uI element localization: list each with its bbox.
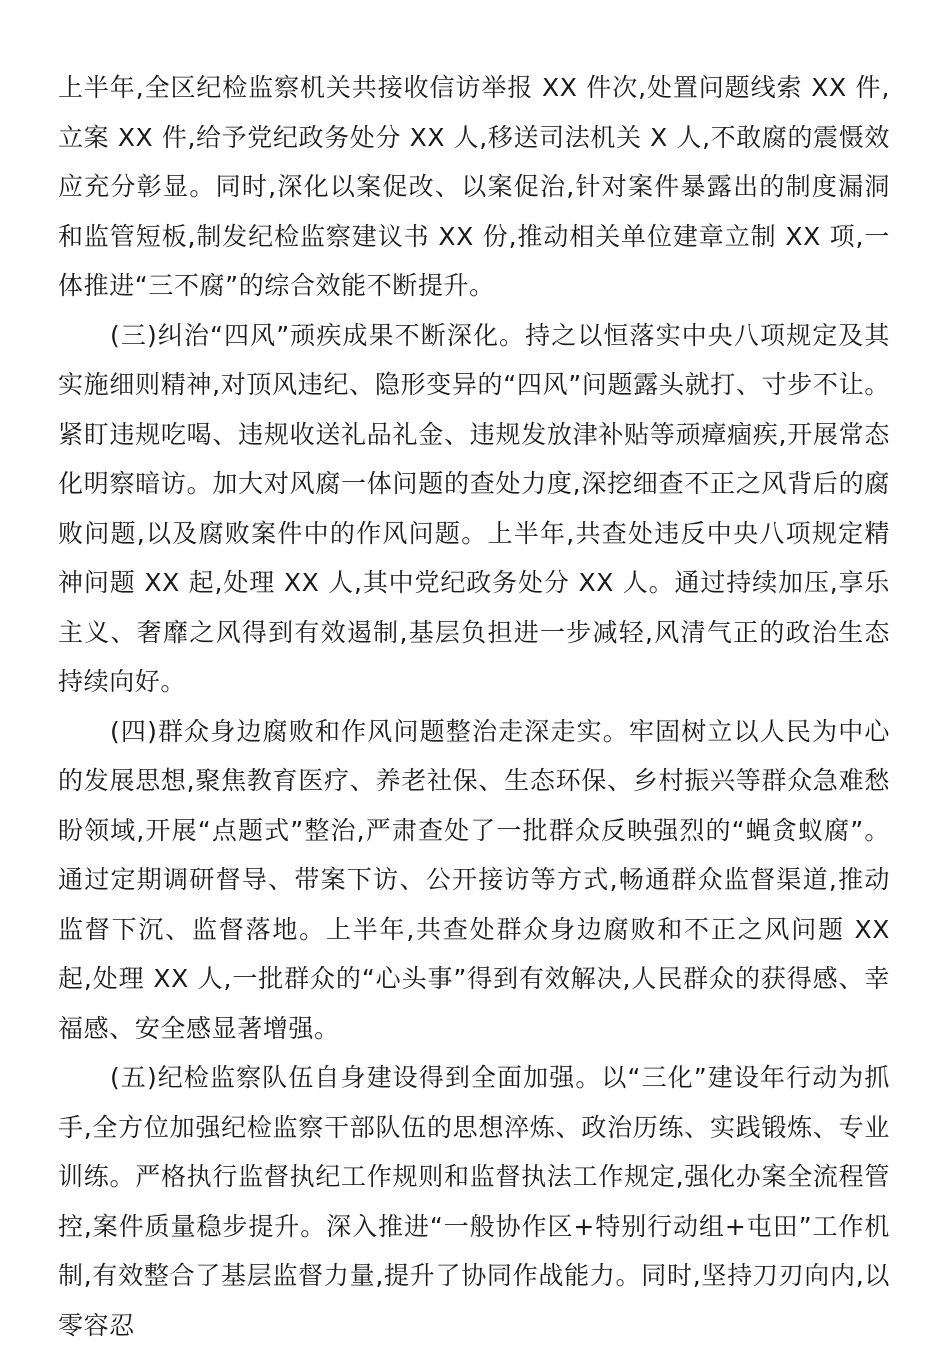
paragraph-four-winds: (三)纠治“四风”顽疾成果不断深化。持之以恒落实中央八项规定及其实施细则精神,对顶风违纪、隐形变异的“四风”问题露头就打、寸步不让。紧盯违规吃喝、违规收送礼品礼金、违规发放津补贴等顽瘴痼疾,开展常态化明察暗访。加大对风腐一体问题的查处力度,深挖细查不正之风背后的腐败问题,以及腐败案件中的作风问题。上半年,共查处违反中央八项规定精神问题 XX 起,处理 XX 人,其中党纪政务处分 XX 人。通过持续加压,享乐主义、奢靡之风得到有效遏制,基层负担进一步减轻,风清气正的政治生态持续向好。 (58, 320, 890, 696)
paragraph-team-building: (五)纪检监察队伍自身建设得到全面加强。以“三化”建设年行动为抓手,全方位加强纪检监察干部队伍的思想淬炼、政治历练、实践锻炼、专业训练。严格执行监督执纪工作规则和监督执法工作规定,强化办案全流程管控,案件质量稳步提升。深入推进“一般协作区+特别行动组+屯田”工作机制,有效整合了基层监督力量,提升了协同作战能力。同时,坚持刀刃向内,以零容忍 (58, 1063, 890, 1340)
document-page (58, 63, 890, 1350)
paragraph-case-statistics: 上半年,全区纪检监察机关共接收信访举报 XX 件次,处置问题线索 XX 件,立案 XX 件,给予党纪政务处分 XX 人,移送司法机关 X 人,不敢腐的震慑效应充分彰显。同时,深化以案促改、以案促治,针对案件暴露出的制度漏洞和监管短板,制发纪检监察建议书 XX 份,推动相关单位建章立制 XX 项,一体推进“三不腐”的综合效能不断提升。 (58, 73, 890, 300)
paragraph-grassroots-corruption: (四)群众身边腐败和作风问题整治走深走实。牢固树立以人民为中心的发展思想,聚焦教育医疗、养老社保、生态环保、乡村振兴等群众急难愁盼领域,开展“点题式”整治,严肃查处了一批群众反映强烈的“蝇贪蚁腐”。通过定期调研督导、带案下访、公开接访等方式,畅通群众监督渠道,推动监督下沉、监督落地。上半年,共查处群众身边腐败和不正之风问题 XX 起,处理 XX 人,一批群众的“心头事”得到有效解决,人民群众的获得感、幸福感、安全感显著增强。 (58, 716, 890, 1043)
